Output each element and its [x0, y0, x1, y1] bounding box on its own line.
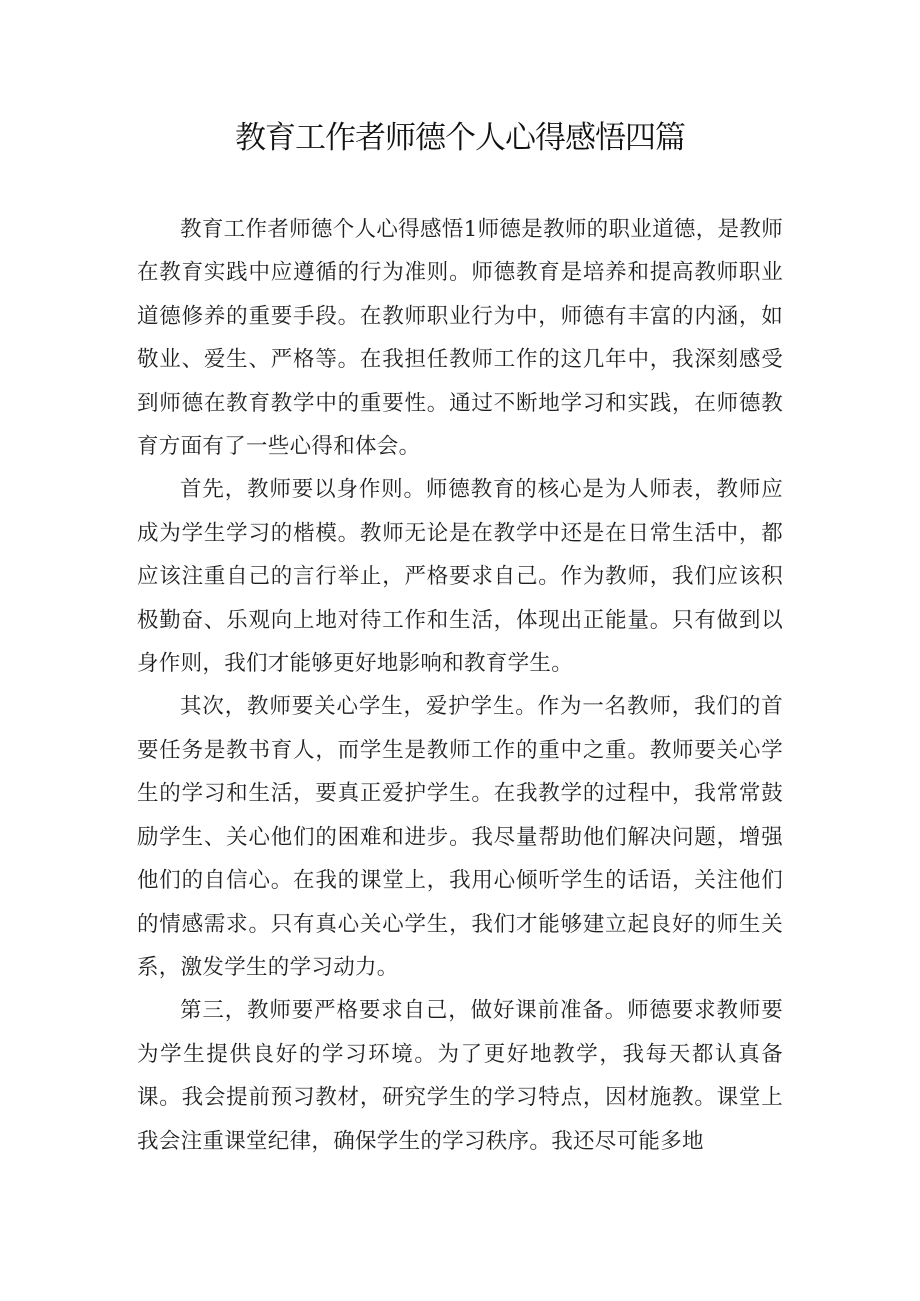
paragraph-1: 教育工作者师德个人心得感悟1师德是教师的职业道德，是教师在教育实践中应遵循的行为准则。师德教育是培养和提高教师职业道德修养的重要手段。在教师职业行为中，师德有丰富的内涵，如敬业、爱生、严格等。在我担任教师工作的这几年中，我深刻感受到师德在教育教学中的重要性。通过不断地学习和实践，在师德教育方面有了一些心得和体会。: [137, 217, 783, 460]
document-title: 教育工作者师德个人心得感悟四篇: [235, 120, 685, 156]
paragraph-4: 第三，教师要严格要求自己，做好课前准备。师德要求教师要为学生提供良好的学习环境。为了更好地教学，我每天都认真备课。我会提前预习教材，研究学生的学习特点，因材施教。课堂上我会注重课堂纪律，确保学生的学习秩序。我还尽可能多地: [137, 998, 783, 1154]
paragraph-2: 首先，教师要以身作则。师德教育的核心是为人师表，教师应成为学生学习的楷模。教师无论是在教学中还是在日常生活中，都应该注重自己的言行举止，严格要求自己。作为教师，我们应该积极勤奋、乐观向上地对待工作和生活，体现出正能量。只有做到以身作则，我们才能够更好地影响和教育学生。: [137, 477, 783, 677]
document-body: [137, 208, 783, 1163]
paragraph-3: 其次，教师要关心学生，爱护学生。作为一名教师，我们的首要任务是教书育人，而学生是教师工作的重中之重。教师要关心学生的学习和生活，要真正爱护学生。在我教学的过程中，我常常鼓励学生、关心他们的困难和进步。我尽量帮助他们解决问题，增强他们的自信心。在我的课堂上，我用心倾听学生的话语，关注他们的情感需求。只有真心关心学生，我们才能够建立起良好的师生关系，激发学生的学习动力。: [137, 694, 783, 980]
